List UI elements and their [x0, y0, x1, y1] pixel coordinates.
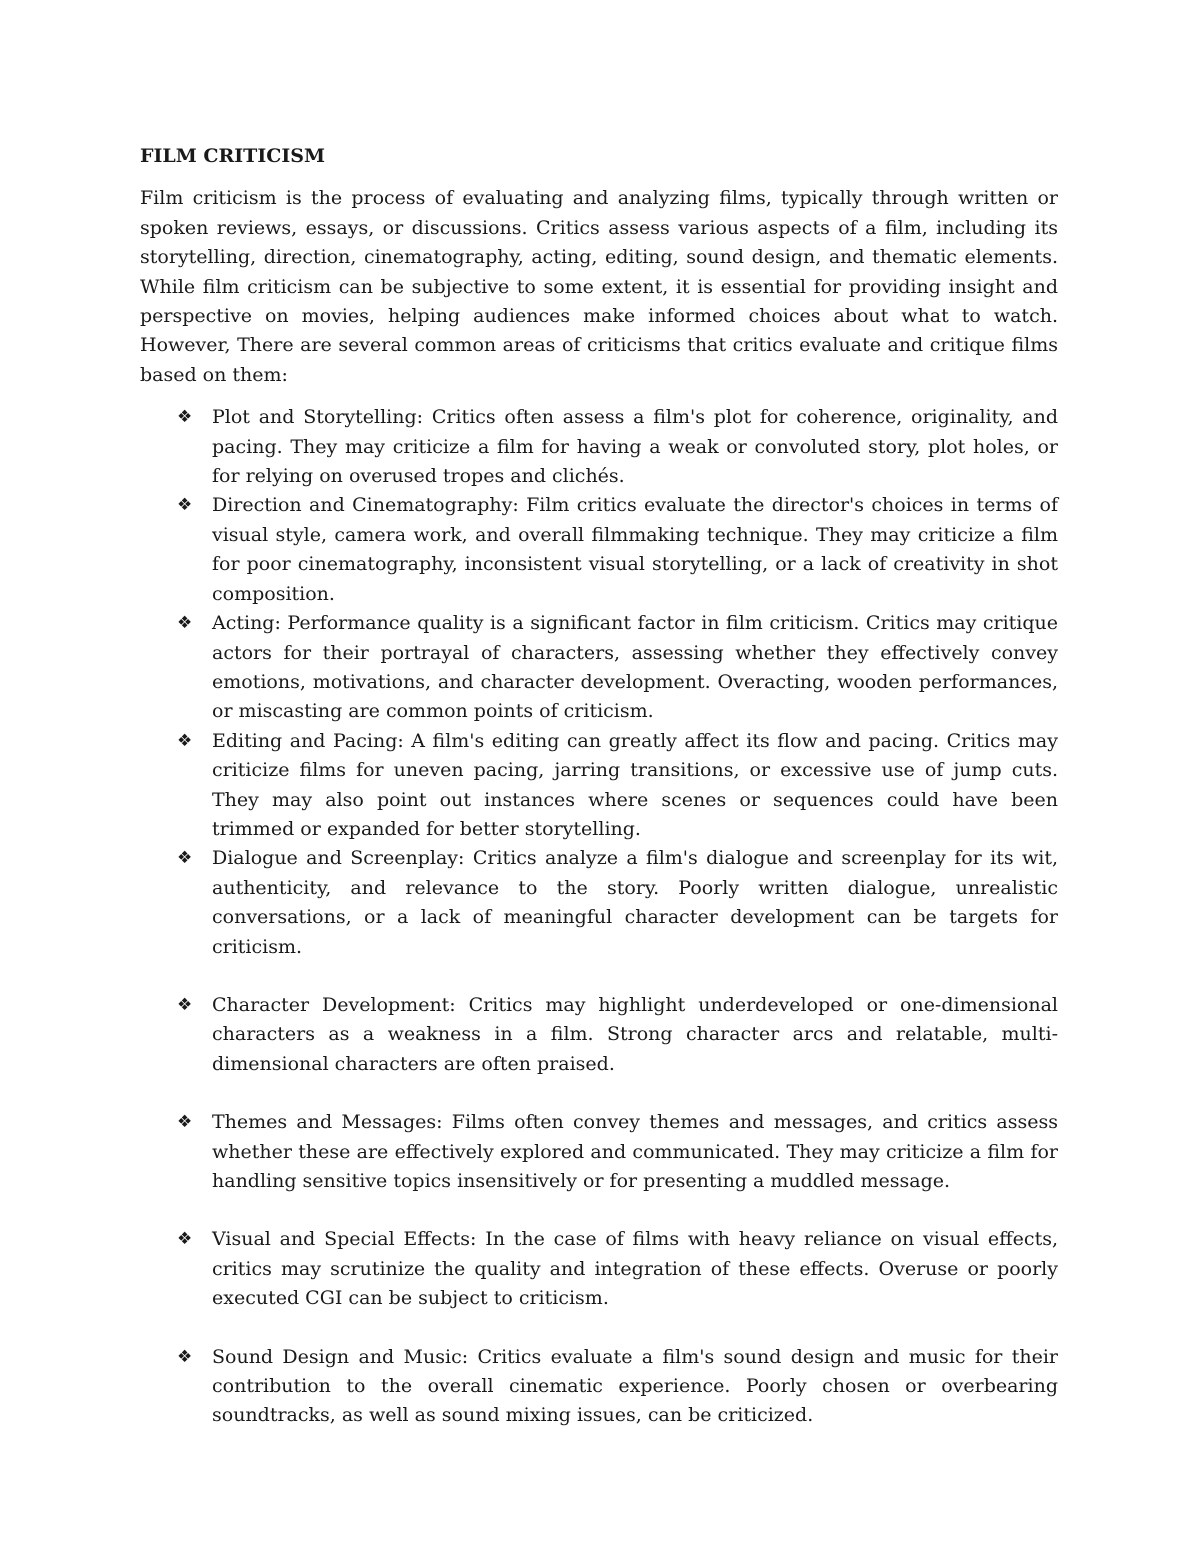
list-item-text: Editing and Pacing: A film's editing can greatly affect its flow and pacing. Critics may criticize films for uneven pacing, jarring transitions, or excessive use of jump cuts. They may also point out instances where scenes or sequences could have been trimmed or expanded for better storytelling.	[212, 729, 1058, 840]
diamond-bullet-icon: ❖	[177, 848, 193, 869]
list-item-text: Direction and Cinematography: Film critics evaluate the director's choices in terms of visual style, camera work, and overall filmmaking technique. They may criticize a film for poor cinematography, inconsistent visual storytelling, or a lack of creativity in shot composition.	[212, 494, 1058, 605]
diamond-bullet-icon: ❖	[177, 1229, 193, 1250]
criticism-areas-list	[140, 403, 1058, 1431]
diamond-bullet-icon: ❖	[177, 407, 193, 428]
list-item-acting	[140, 609, 1058, 727]
list-item-dialogue-screenplay	[140, 844, 1058, 962]
list-item-text: Themes and Messages: Films often convey themes and messages, and critics assess whether these are effectively explored and communicated. They may criticize a film for handling sensitive topics insensitively or for presenting a muddled message.	[212, 1111, 1058, 1192]
diamond-bullet-icon: ❖	[177, 1346, 193, 1367]
diamond-bullet-icon: ❖	[177, 994, 193, 1015]
list-item-text: Plot and Storytelling: Critics often assess a film's plot for coherence, originality, and pacing. They may criticize a film for having a weak or convoluted story, plot holes, or for relying on overused tropes and clichés.	[212, 406, 1058, 488]
list-item-sound-design-music	[140, 1343, 1058, 1431]
list-item-text: Dialogue and Screenplay: Critics analyze a film's dialogue and screenplay for its wit, authenticity, and relevance to the story. Poorly written dialogue, unrealistic conversations, or a lack of meaningful character development can be targets for criticism.	[212, 847, 1058, 958]
list-item-text: Visual and Special Effects: In the case of films with heavy reliance on visual effects, critics may scrutinize the quality and integration of these effects. Overuse or poorly executed CGI can be subject to criticism.	[212, 1228, 1058, 1310]
intro-paragraph: Film criticism is the process of evaluating and analyzing films, typically through written or spoken reviews, essays, or discussions. Critics assess various aspects of a film, including its storytelling, direction, cinematography, acting, editing, sound design, and thematic elements. While film criticism can be subjective to some extent, it is essential for providing insight and perspective on movies, helping audiences make informed choices about what to watch. However, There are several common areas of criticisms that critics evaluate and critique films based on them:	[140, 187, 1058, 386]
list-item-editing-pacing	[140, 727, 1058, 845]
list-item-visual-special-effects	[140, 1225, 1058, 1313]
list-item-text: Acting: Performance quality is a significant factor in film criticism. Critics may critique actors for their portrayal of characters, assessing whether they effectively convey emotions, motivations, and character development. Overacting, wooden performances, or miscasting are common points of criticism.	[212, 612, 1058, 723]
diamond-bullet-icon: ❖	[177, 730, 193, 751]
list-item-plot-storytelling	[140, 403, 1058, 491]
list-item-character-development	[140, 991, 1058, 1079]
document-title: FILM CRITICISM	[140, 145, 325, 167]
list-item-text: Sound Design and Music: Critics evaluate a film's sound design and music for their contribution to the overall cinematic experience. Poorly chosen or overbearing soundtracks, as well as sound mixing issues, can be criticized.	[212, 1345, 1058, 1427]
list-item-themes-messages	[140, 1108, 1058, 1196]
diamond-bullet-icon: ❖	[177, 1112, 193, 1133]
diamond-bullet-icon: ❖	[177, 613, 193, 634]
list-item-direction-cinematography	[140, 491, 1058, 609]
document-body	[140, 142, 1058, 1431]
list-item-text: Character Development: Critics may highlight underdeveloped or one-dimensional characters as a weakness in a film. Strong character arcs and relatable, multi-dimensional characters are often praised.	[212, 993, 1058, 1075]
diamond-bullet-icon: ❖	[177, 495, 193, 516]
